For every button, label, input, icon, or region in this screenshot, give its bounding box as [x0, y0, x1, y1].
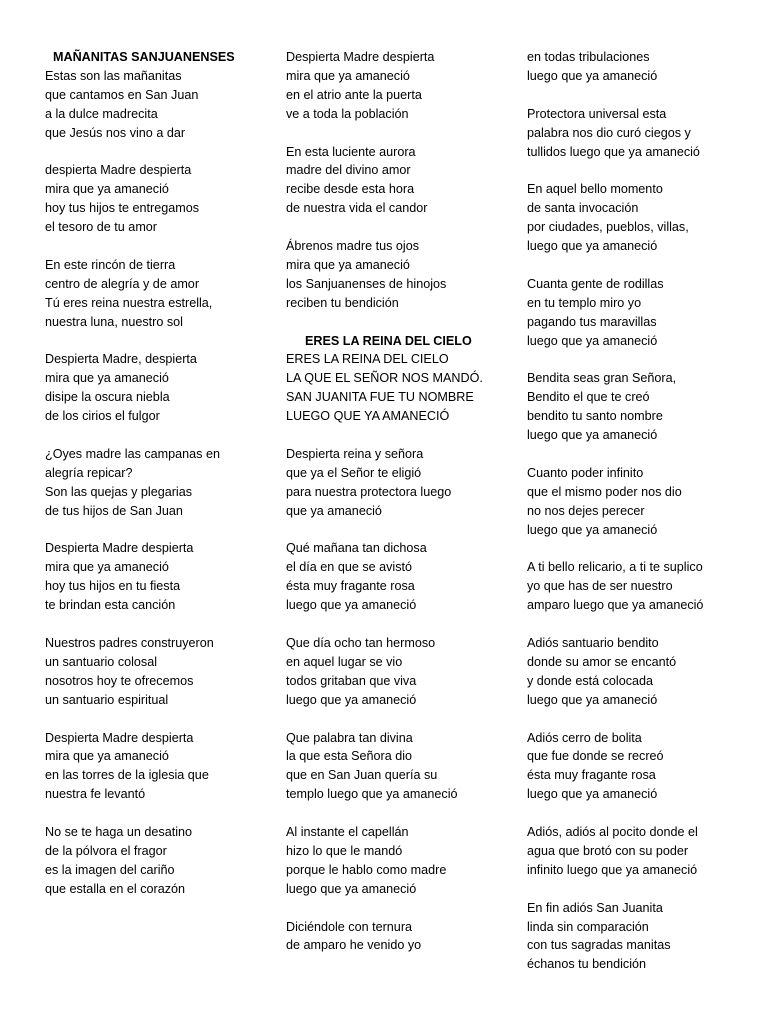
lyric-line: palabra nos dio curó ciegos y — [527, 125, 691, 140]
lyric-line: En este rincón de tierra — [45, 257, 176, 272]
stanza — [286, 48, 508, 124]
lyric-line: en todas tribulaciones — [527, 50, 650, 64]
lyric-line: pagando tus maravillas — [527, 314, 657, 329]
lyric-line: luego que ya amaneció — [527, 522, 658, 537]
lyric-line: Protectora universal esta — [527, 106, 667, 121]
lyric-line: ésta muy fragante rosa — [286, 579, 415, 594]
lyric-line: luego que ya amaneció — [527, 239, 658, 254]
lyric-line: tullidos luego que ya amaneció — [527, 144, 700, 159]
lyric-line: Cuanto poder infinito — [527, 465, 644, 480]
lyric-line: de los cirios el fulgor — [45, 409, 160, 424]
stanza — [45, 350, 267, 426]
lyric-line: Bendita seas gran Señora, — [527, 371, 677, 386]
lyric-line: los Sanjuanenses de hinojos — [286, 276, 447, 291]
lyric-line: madre del divino amor — [286, 163, 411, 178]
stanza — [286, 918, 508, 956]
lyric-line: nuestra fe levantó — [45, 787, 146, 802]
lyric-line: un santuario espiritual — [45, 692, 169, 707]
lyric-line: en las torres de la iglesia que — [45, 768, 209, 783]
lyric-line: hoy tus hijos en tu fiesta — [45, 579, 181, 594]
stanza — [527, 180, 763, 256]
lyric-line: En aquel bello momento — [527, 182, 663, 197]
lyric-line: centro de alegría y de amor — [45, 276, 200, 291]
song-title: ERES LA REINA DEL CIELO — [305, 333, 472, 348]
lyric-line: luego que ya amaneció — [286, 881, 417, 896]
lyrics-column-2 — [286, 48, 508, 974]
lyric-line: Estas son las mañanitas — [45, 68, 182, 83]
lyric-line: Que día ocho tan hermoso — [286, 636, 436, 650]
lyric-line: Despierta Madre, despierta — [45, 352, 197, 367]
lyrics-column-1 — [45, 48, 267, 918]
lyric-line: luego que ya amaneció — [527, 333, 658, 348]
stanza — [286, 237, 508, 313]
lyric-line: yo que has de ser nuestro — [527, 579, 673, 594]
lyric-line: ¿Oyes madre las campanas en — [45, 446, 220, 461]
stanza — [286, 634, 508, 710]
stanza — [45, 823, 267, 899]
lyric-line: a la dulce madrecita — [45, 106, 158, 121]
lyric-line: y donde está colocada — [527, 673, 654, 688]
lyric-line: ésta muy fragante rosa — [527, 768, 656, 783]
lyric-line: Adiós santuario bendito — [527, 635, 659, 650]
lyric-line: que fue donde se recreó — [527, 749, 664, 764]
lyric-line: ERES LA REINA DEL CIELO — [286, 352, 449, 367]
lyric-line: Despierta reina y señora — [286, 446, 424, 461]
lyric-line: Tú eres reina nuestra estrella, — [45, 295, 213, 310]
lyric-line: la que esta Señora dio — [286, 749, 413, 764]
lyric-line: luego que ya amaneció — [527, 428, 658, 443]
lyric-line: nosotros hoy te ofrecemos — [45, 673, 194, 688]
stanza — [45, 67, 267, 143]
lyric-line: en aquel lugar se vio — [286, 654, 403, 669]
stanza — [527, 369, 763, 445]
lyric-line: te brindan esta canción — [45, 598, 176, 613]
lyric-line: todos gritaban que viva — [286, 673, 417, 688]
lyric-line: infinito luego que ya amaneció — [527, 862, 698, 877]
lyrics-column-3 — [527, 48, 763, 993]
stanza — [286, 729, 508, 805]
lyric-line: que Jesús nos vino a dar — [45, 125, 186, 140]
lyric-line: mira que ya amaneció — [286, 68, 410, 83]
lyric-line: luego que ya amaneció — [286, 692, 417, 707]
lyric-line: Despierta Madre despierta — [45, 541, 194, 556]
stanza — [527, 729, 763, 805]
lyric-line: Al instante el capellán — [286, 825, 409, 840]
lyric-line: reciben tu bendición — [286, 295, 399, 310]
lyric-line: luego que ya amaneció — [527, 692, 658, 707]
lyric-line: En fin adiós San Juanita — [527, 900, 663, 915]
stanza — [286, 539, 508, 615]
lyric-line: un santuario colosal — [45, 654, 158, 669]
lyric-line: A ti bello relicario, a ti te suplico — [527, 560, 703, 575]
lyric-line: con tus sagradas manitas — [527, 938, 671, 953]
lyric-line: hoy tus hijos te entregamos — [45, 201, 200, 216]
lyric-line: Diciéndole con ternura — [286, 919, 413, 934]
lyric-line: luego que ya amaneció — [286, 598, 417, 613]
lyric-line: es la imagen del cariño — [45, 862, 175, 877]
lyric-line: agua que brotó con su poder — [527, 843, 689, 858]
lyric-line: Bendito el que te creó — [527, 390, 650, 405]
stanza — [45, 729, 267, 805]
lyric-line: Cuanta gente de rodillas — [527, 276, 664, 291]
lyric-line: Qué mañana tan dichosa — [286, 541, 427, 556]
lyric-line: que ya el Señor te eligió — [286, 465, 422, 480]
lyric-line: que cantamos en San Juan — [45, 87, 199, 102]
lyric-line: alegría repicar? — [45, 465, 133, 480]
lyric-line: mira que ya amaneció — [45, 749, 169, 764]
lyric-line: mira que ya amaneció — [45, 182, 169, 197]
lyric-line: de tus hijos de San Juan — [45, 503, 183, 518]
lyric-line: bendito tu santo nombre — [527, 409, 663, 424]
lyric-line: mira que ya amaneció — [45, 560, 169, 575]
lyric-line: que el mismo poder nos dio — [527, 484, 682, 499]
lyric-line: templo luego que ya amaneció — [286, 787, 458, 802]
lyric-line: de amparo he venido yo — [286, 938, 422, 953]
lyric-line: el día en que se avistó — [286, 560, 413, 575]
lyric-line: ve a toda la población — [286, 106, 409, 121]
stanza — [527, 275, 763, 351]
song-title: MAÑANITAS SANJUANENSES — [53, 50, 235, 64]
lyric-line: mira que ya amaneció — [45, 371, 169, 386]
lyric-line: para nuestra protectora luego — [286, 484, 452, 499]
lyric-line: de santa invocación — [527, 201, 639, 216]
stanza — [286, 143, 508, 219]
lyric-line: luego que ya amaneció — [527, 787, 658, 802]
stanza — [527, 48, 763, 86]
lyric-line: linda sin comparación — [527, 919, 649, 934]
lyric-line: de la pólvora el fragor — [45, 843, 167, 858]
lyric-line: recibe desde esta hora — [286, 182, 415, 197]
lyric-line: el tesoro de tu amor — [45, 220, 158, 235]
lyric-line: En esta luciente aurora — [286, 144, 416, 159]
lyric-line: No se te haga un desatino — [45, 825, 193, 840]
lyric-line: que en San Juan quería su — [286, 768, 438, 783]
lyric-line: que estalla en el corazón — [45, 881, 186, 896]
stanza — [527, 105, 763, 162]
lyric-line: Despierta Madre despierta — [45, 730, 194, 745]
lyric-line: por ciudades, pueblos, villas, — [527, 220, 689, 235]
lyric-line: Despierta Madre despierta — [286, 50, 435, 64]
stanza — [286, 445, 508, 521]
lyric-line: LUEGO QUE YA AMANECIÓ — [286, 409, 450, 424]
lyric-line: SAN JUANITA FUE TU NOMBRE — [286, 390, 474, 405]
lyric-line: Son las quejas y plegarias — [45, 484, 193, 499]
lyric-line: no nos dejes perecer — [527, 503, 645, 518]
stanza — [45, 539, 267, 615]
lyric-line: hizo lo que le mandó — [286, 843, 403, 858]
stanza — [527, 634, 763, 710]
stanza — [45, 634, 267, 710]
lyric-line: en tu templo miro yo — [527, 295, 642, 310]
stanza — [286, 823, 508, 899]
lyric-line: mira que ya amaneció — [286, 257, 410, 272]
stanza — [527, 823, 763, 880]
lyric-line: en el atrio ante la puerta — [286, 87, 422, 102]
stanza — [45, 445, 267, 521]
stanza — [286, 350, 508, 426]
lyric-line: Adiós, adiós al pocito donde el — [527, 825, 698, 840]
lyric-line: despierta Madre despierta — [45, 163, 192, 178]
lyric-line: Adiós cerro de bolita — [527, 730, 642, 745]
stanza — [45, 256, 267, 332]
lyric-line: que ya amaneció — [286, 503, 382, 518]
lyric-line: Que palabra tan divina — [286, 730, 413, 745]
stanza — [527, 464, 763, 540]
lyric-line: donde su amor se encantó — [527, 654, 677, 669]
stanza — [527, 899, 763, 975]
lyric-line: luego que ya amaneció — [527, 68, 658, 83]
stanza — [45, 161, 267, 237]
lyric-line: Ábrenos madre tus ojos — [286, 239, 420, 254]
lyric-line: amparo luego que ya amaneció — [527, 598, 704, 613]
lyric-line: porque le hablo como madre — [286, 862, 447, 877]
lyric-line: Nuestros padres construyeron — [45, 636, 214, 650]
lyric-line: échanos tu bendición — [527, 957, 647, 972]
lyric-line: de nuestra vida el candor — [286, 201, 428, 216]
lyric-line: disipe la oscura niebla — [45, 390, 170, 405]
lyric-line: nuestra luna, nuestro sol — [45, 314, 183, 329]
stanza — [527, 558, 763, 615]
lyric-line: LA QUE EL SEÑOR NOS MANDÓ. — [286, 371, 483, 386]
